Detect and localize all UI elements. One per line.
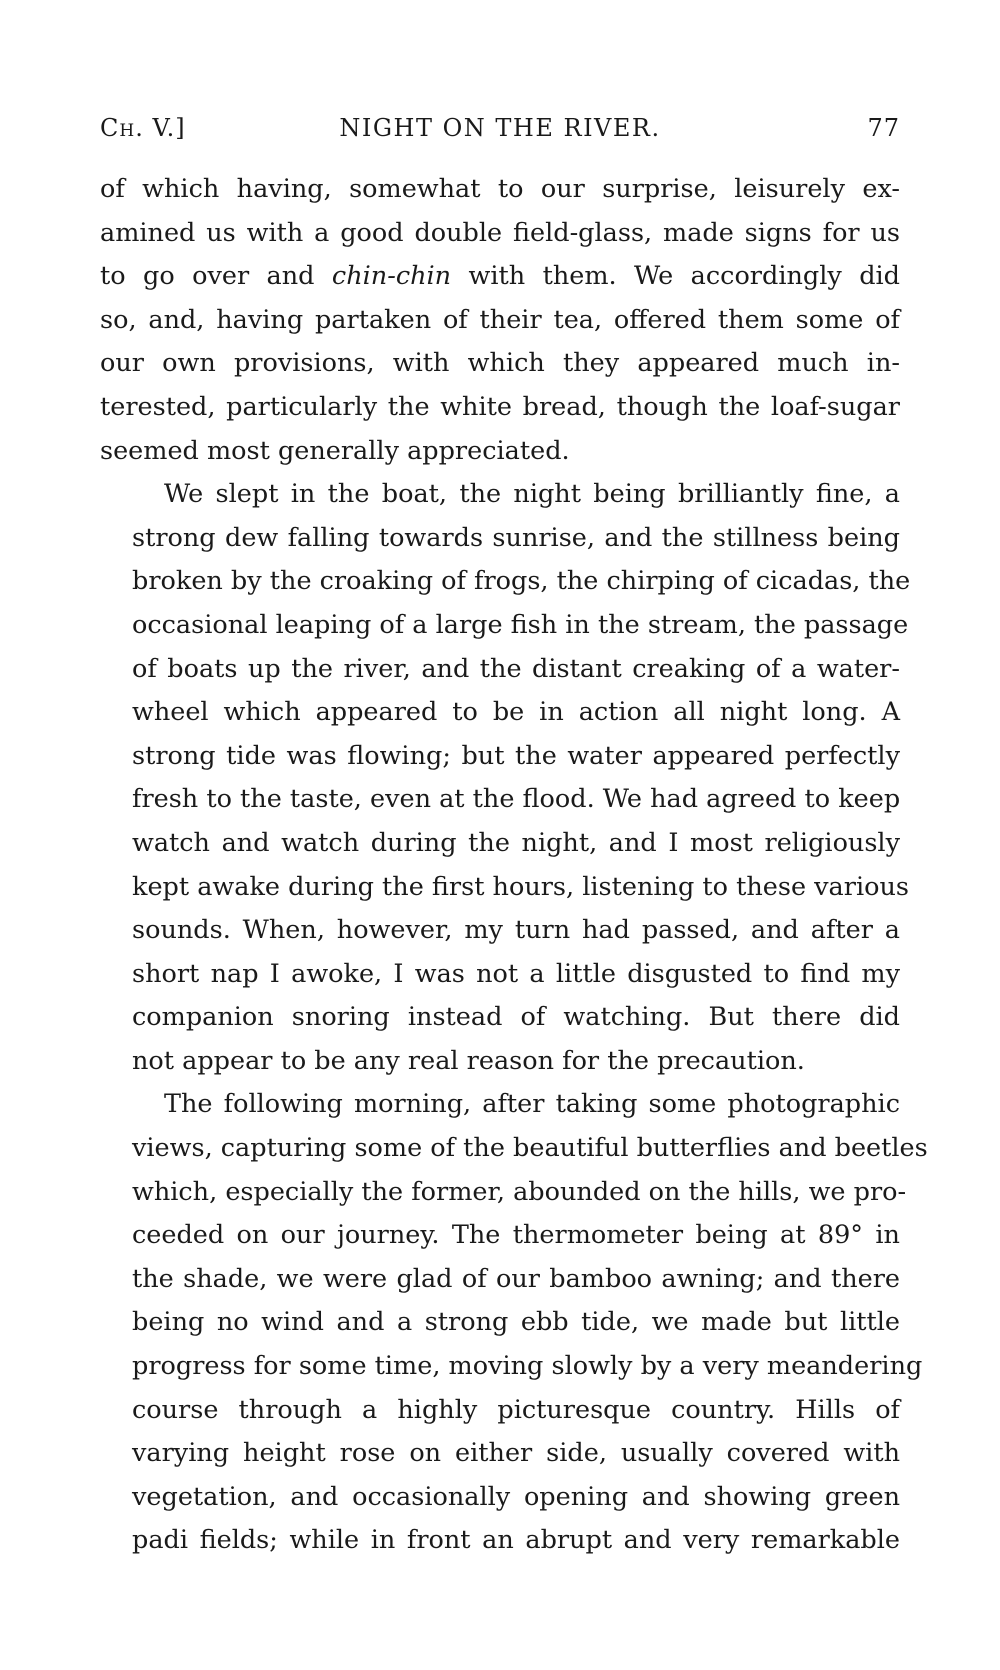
text-line: broken by the croaking of frogs, the chirping of cicadas, the (132, 566, 911, 597)
body-text (100, 168, 928, 1563)
text-line: sounds. When, however, my turn had passed, and after a (132, 915, 900, 946)
text-line: fresh to the taste, even at the flood. We had agreed to keep (132, 784, 901, 815)
text-line: to go over and chin-chin with them. We accordingly did (100, 261, 900, 292)
text-line: seemed most generally appreciated. (100, 435, 570, 466)
text-line: course through a highly picturesque country. Hills of (132, 1394, 900, 1425)
running-title: NIGHT ON THE RIVER. (339, 114, 661, 142)
paragraph-3 (100, 1083, 928, 1563)
text-line: strong tide was flowing; but the water appeared perfectly (132, 740, 900, 771)
text-line: of boats up the river, and the distant creaking of a water- (132, 653, 900, 684)
text-line: vegetation, and occasionally opening and showing green (132, 1481, 900, 1512)
text-line: padi fields; while in front an abrupt and very remarkable (132, 1525, 900, 1556)
text-line: of which having, somewhat to our surprise, leisurely ex- (100, 174, 900, 204)
text-line: companion snoring instead of watching. But there did (132, 1002, 900, 1033)
text-line: occasional leaping of a large fish in the stream, the passage (132, 609, 909, 640)
text-line: wheel which appeared to be in action all night long. A (132, 697, 900, 728)
text-line: watch and watch during the night, and I most religiously (132, 827, 900, 858)
chapter-label: Ch. V.] (100, 114, 186, 142)
paragraph-2 (100, 473, 911, 1083)
text-line: ceeded on our journey. The thermometer being at 89° in (132, 1220, 900, 1251)
running-head (100, 110, 900, 150)
text-line: terested, particularly the white bread, though the loaf-sugar (100, 391, 900, 422)
text-line: being no wind and a strong ebb tide, we made but little (132, 1307, 900, 1338)
text-line: so, and, having partaken of their tea, offered them some of (100, 304, 900, 335)
page-number: 77 (867, 114, 900, 142)
text-line: which, especially the former, abounded on the hills, we pro- (132, 1176, 907, 1207)
text-line: We slept in the boat, the night being brilliantly fine, a (164, 479, 900, 510)
text-line: progress for some time, moving slowly by a very meandering (132, 1351, 923, 1382)
text-line: short nap I awoke, I was not a little disgusted to find my (132, 958, 900, 989)
text-line: kept awake during the first hours, listening to these various (132, 871, 909, 902)
text-line: varying height rose on either side, usually covered with (132, 1438, 900, 1469)
text-line: strong dew falling towards sunrise, and the stillness being (132, 522, 900, 553)
text-line: The following morning, after taking some photographic (164, 1089, 900, 1120)
text-line: amined us with a good double field-glass, made signs for us (100, 217, 900, 248)
book-page (100, 110, 928, 1563)
text-line: not appear to be any real reason for the precaution. (132, 1045, 805, 1076)
text-line: the shade, we were glad of our bamboo awning; and there (132, 1263, 900, 1294)
paragraph-1 (100, 168, 900, 473)
text-line: views, capturing some of the beautiful butterflies and beetles (132, 1133, 928, 1164)
text-line: our own provisions, with which they appeared much in- (100, 348, 900, 379)
